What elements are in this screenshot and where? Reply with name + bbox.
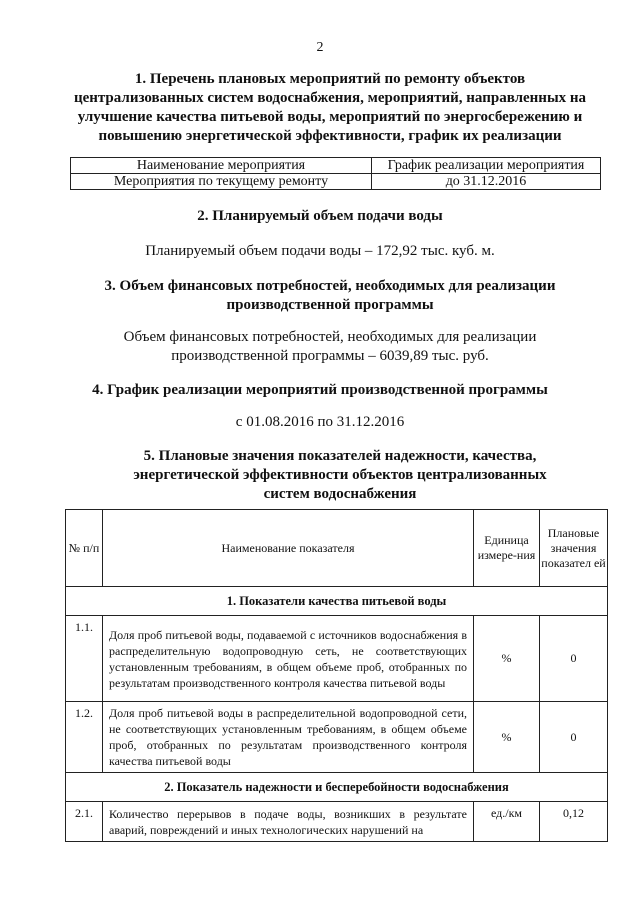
table-header-row <box>66 510 608 587</box>
header-name: Наименование показателя <box>103 510 474 587</box>
table-row <box>66 802 608 842</box>
group-title: 2. Показатель надежности и бесперебойности водоснабжения <box>66 773 608 802</box>
section-1-title <box>60 70 600 146</box>
section-5-title-line: энергетической эффективности объектов централизованных <box>133 467 547 483</box>
section-5-title-line: 5. Плановые значения показателей надежности, качества, <box>143 448 537 464</box>
row-name: Количество перерывов в подаче воды, возникших в результате аварий, повреждений и иных технологических нарушений на <box>103 802 474 842</box>
table-row <box>66 702 608 773</box>
table-row <box>66 616 608 702</box>
indicators-table <box>65 509 608 842</box>
section-1-title-line: улучшение качества питьевой воды, мероприятий по энергосбережению и <box>77 109 583 125</box>
row-value: 0 <box>540 702 608 773</box>
section-1-title-line: централизованных систем водоснабжения, мероприятий, направленных на <box>73 90 587 106</box>
group-row <box>66 773 608 802</box>
row-num: 1.1. <box>66 616 103 702</box>
table-cell: до 31.12.2016 <box>372 174 601 190</box>
table-cell: Мероприятия по текущему ремонту <box>71 174 372 190</box>
financial-needs-line: Объем финансовых потребностей, необходимых для реализации <box>123 329 537 345</box>
row-value: 0,12 <box>540 802 608 842</box>
section-5-title <box>80 447 600 504</box>
row-name: Доля проб питьевой воды, подаваемой с источников водоснабжения в распределительную водопроводную сеть, не соответствующих установленным требованиям, в общем объеме проб, отобранных по результатам производственного контроля качества питьевой воды <box>103 616 474 702</box>
activities-table <box>70 157 601 190</box>
schedule-period-text: с 01.08.2016 по 31.12.2016 <box>235 414 405 430</box>
row-unit: % <box>474 616 540 702</box>
header-num: № п/п <box>66 510 103 587</box>
table-header-row <box>71 158 601 174</box>
row-name: Доля проб питьевой воды в распределительной водопроводной сети, не соответствующих установленным требованиям, в общем объеме проб, отобранных по результатам производственного контроля качества питьевой воды <box>103 702 474 773</box>
row-num: 1.2. <box>66 702 103 773</box>
section-2-title: 2. Планируемый объем подачи воды <box>197 208 443 224</box>
table-header-cell: График реализации мероприятия <box>372 158 601 174</box>
section-1-title-line: повышению энергетической эффективности, график их реализации <box>98 128 562 144</box>
row-unit: ед./км <box>474 802 540 842</box>
section-3-title <box>60 277 600 315</box>
row-value: 0 <box>540 616 608 702</box>
financial-needs-text <box>60 328 600 366</box>
header-plan: Плановые значения показател ей <box>540 510 608 587</box>
section-3-title-line: 3. Объем финансовых потребностей, необходимых для реализации <box>104 278 556 294</box>
header-unit: Единица измере-ния <box>474 510 540 587</box>
section-5-title-line: систем водоснабжения <box>263 486 417 502</box>
table-row <box>71 174 601 190</box>
financial-needs-line: производственной программы – 6039,89 тыс. руб. <box>171 348 489 364</box>
page-number: 2 <box>316 40 324 55</box>
section-3-title-line: производственной программы <box>226 297 434 313</box>
group-title: 1. Показатели качества питьевой воды <box>66 587 608 616</box>
group-row <box>66 587 608 616</box>
section-4-title: 4. График реализации мероприятий производственной программы <box>92 382 548 398</box>
row-num: 2.1. <box>66 802 103 842</box>
table-header-cell: Наименование мероприятия <box>71 158 372 174</box>
section-1-title-line: 1. Перечень плановых мероприятий по ремонту объектов <box>134 71 526 87</box>
row-unit: % <box>474 702 540 773</box>
supply-volume-text: Планируемый объем подачи воды – 172,92 тыс. куб. м. <box>145 243 495 259</box>
